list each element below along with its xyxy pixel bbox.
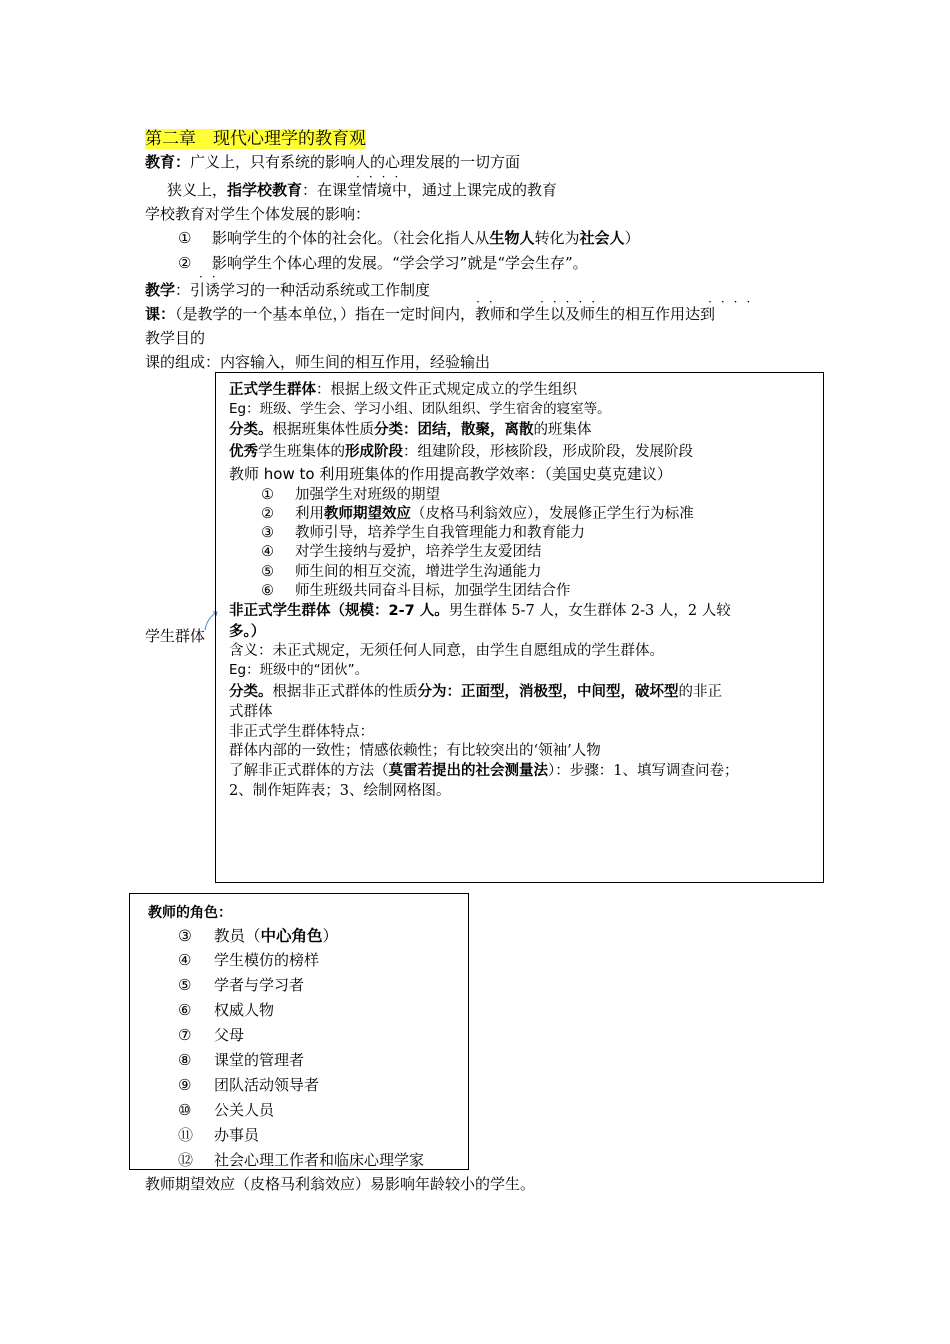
role-item-7: ⑨ 团队活动领导者 <box>178 1076 320 1094</box>
student-group-box <box>215 372 824 883</box>
formal-item-3: ③ 教师引导，培养学生自我管理能力和教育能力 <box>261 525 585 541</box>
emphasis-dots: ·· <box>199 270 225 284</box>
role-item-10: ⑫ 社会心理工作者和临床心理学家 <box>178 1151 425 1169</box>
informal-method: 了解非正式群体的方法（莫雷若提出的社会测量法）：步骤：1、填写调查问卷； <box>229 763 739 779</box>
role-item-9: ⑪ 办事员 <box>178 1126 260 1144</box>
informal-features: 群体内部的一致性；情感依赖性；有比较突出的‘领袖’人物 <box>229 743 601 759</box>
emphasis-dots: ·· <box>476 295 502 309</box>
school-effect-item-1: ① 影响学生的个体的社会化。（社会化指人从生物人转化为社会人） <box>178 229 640 247</box>
teaching-definition: 教学：引诱学习的一种活动系统或工作制度 <box>145 281 431 299</box>
roles-title: 教师的角色： <box>148 905 232 921</box>
school-effect-item-2: ② 影响学生个体心理的发展。“学会学习”就是“学会生存”。 <box>178 254 588 272</box>
informal-meaning: 含义：未正式规定，无须任何人同意，由学生自愿组成的学生群体。 <box>229 643 664 659</box>
role-item-6: ⑧ 课堂的管理者 <box>178 1051 305 1069</box>
formal-item-4: ④ 对学生接纳与爱护，培养学生友爱团结 <box>261 544 542 560</box>
formal-definition: 正式学生群体：根据上级文件正式规定成立的学生组织 <box>229 382 577 398</box>
role-item-3: ⑤ 学者与学习者 <box>178 976 305 994</box>
student-group-label: 学生群体 <box>145 627 206 645</box>
lesson-definition: 课：（是教学的一个基本单位，）指在一定时间内，教师和学生以及师生的相互作用达到 <box>145 305 716 323</box>
emphasis-dots: ···· <box>708 295 760 309</box>
formal-item-5: ⑤ 师生间的相互交流，增进学生沟通能力 <box>261 564 542 580</box>
chapter-title: 第二章 现代心理学的教育观 <box>145 129 366 149</box>
school-effect-title: 学校教育对学生个体发展的影响： <box>145 205 371 223</box>
informal-title: 非正式学生群体（规模：2-7 人。男生群体 5-7 人，女生群体 2-3 人，2 人较 <box>229 603 731 619</box>
informal-classification: 分类。根据非正式群体的性质分为：正面型，消极型，中间型，破坏型的非正 <box>229 684 722 700</box>
formal-example: Eg：班级、学生会、学习小组、团队组织、学生宿舍的寝室等。 <box>229 401 611 417</box>
formal-item-2: ② 利用教师期望效应（皮格马利翁效应），发展修正学生行为标准 <box>261 506 694 522</box>
formal-how: 教师 how to 利用班集体的作用提高教学效率：（美国史莫克建议） <box>229 465 672 483</box>
role-item-5: ⑦ 父母 <box>178 1026 245 1044</box>
formal-item-6: ⑥ 师生班级共同奋斗目标，加强学生团结合作 <box>261 583 571 599</box>
lesson-definition-cont: 教学目的 <box>145 329 206 347</box>
informal-title-cont: 多。） <box>229 624 266 640</box>
lesson-composition: 课的组成：内容输入，师生间的相互作用，经验输出 <box>145 353 491 371</box>
role-item-4: ⑥ 权威人物 <box>178 1001 275 1019</box>
informal-example: Eg：班级中的“团伙”。 <box>229 662 369 678</box>
formal-stages: 优秀学生班集体的形成阶段：组建阶段，形核阶段，形成阶段，发展阶段 <box>229 444 693 460</box>
footer-note: 教师期望效应（皮格马利翁效应）易影响年龄较小的学生。 <box>145 1175 536 1193</box>
formal-item-1: ① 加强学生对班级的期望 <box>261 487 440 503</box>
teacher-roles-box <box>129 893 469 1170</box>
emphasis-dots: ····· <box>540 295 605 309</box>
informal-method-cont: 2、制作矩阵表；3、绘制网格图。 <box>229 783 451 799</box>
role-item-8: ⑩ 公关人员 <box>178 1101 275 1119</box>
informal-classification-cont: 式群体 <box>229 704 273 720</box>
education-broad: 教育：广义上，只有系统的影响人的心理发展的一切方面 <box>145 153 521 171</box>
education-narrow: 狭义上，指学校教育：在课堂情境中，通过上课完成的教育 <box>167 181 558 199</box>
role-item-1: ③ 教员（中心角色） <box>178 927 339 945</box>
formal-classification: 分类。根据班集体性质分类：团结，散聚，离散的班集体 <box>229 422 592 438</box>
emphasis-dots: ···· <box>356 170 408 184</box>
informal-features-title: 非正式学生群体特点： <box>229 724 374 740</box>
role-item-2: ④ 学生模仿的榜样 <box>178 951 320 969</box>
